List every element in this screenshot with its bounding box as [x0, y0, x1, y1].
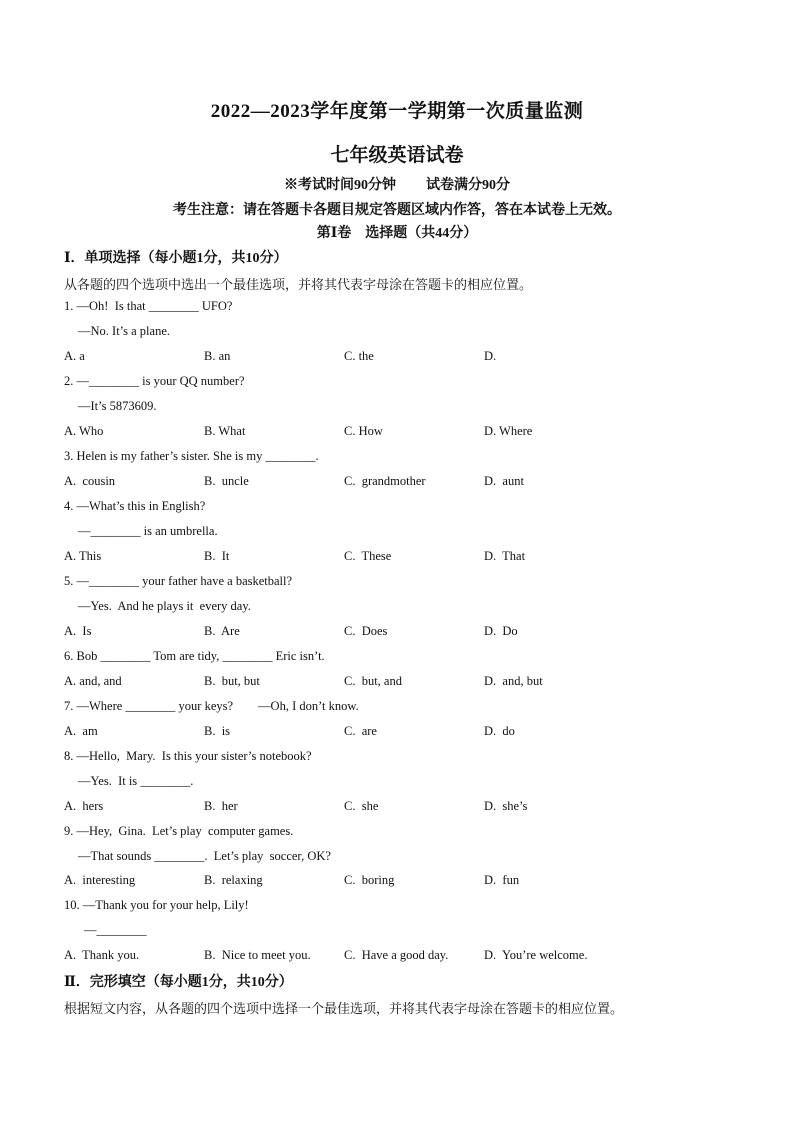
- option-d: D.: [484, 349, 497, 363]
- option-a: A. and, and: [64, 674, 122, 688]
- option-a: A. am: [64, 724, 98, 738]
- question-7-options: [64, 724, 684, 742]
- option-d: D. and, but: [484, 674, 543, 688]
- question-9-stem: 9. —Hey, Gina. Let’s play computer games.: [64, 824, 294, 838]
- question-8-options: [64, 799, 684, 817]
- score-note: 试卷满分90分: [426, 178, 510, 193]
- option-a: A. This: [64, 549, 102, 563]
- option-d: D. That: [484, 549, 526, 563]
- question-8-reply: —Yes. It is ________.: [78, 774, 194, 788]
- option-b: B. but, but: [204, 674, 260, 688]
- question-3-options: [64, 474, 684, 492]
- question-10-options: [64, 948, 684, 966]
- question-1-stem: 1. —Oh! Is that ________ UFO?: [64, 299, 233, 313]
- question-2-stem: 2. —________ is your QQ number?: [64, 374, 245, 388]
- option-a: A. Is: [64, 624, 92, 638]
- question-8-stem: 8. —Hello, Mary. Is this your sister’s notebook?: [64, 749, 312, 763]
- question-10-stem: 10. —Thank you for your help, Lily!: [64, 898, 249, 912]
- question-10-reply: —________: [84, 923, 147, 937]
- question-7-stem: 7. —Where ________ your keys? —Oh, I don’t know.: [64, 699, 359, 713]
- question-6-options: [64, 674, 684, 692]
- question-1-reply: —No. It’s a plane.: [78, 324, 170, 338]
- exam-subtitle: 七年级英语试卷: [330, 145, 464, 166]
- option-c: C. Does: [344, 624, 388, 638]
- part-title: 第Ⅰ卷 选择题（共44分）: [316, 226, 478, 241]
- option-a: A. Thank you.: [64, 948, 140, 962]
- question-4-stem: 4. —What’s this in English?: [64, 499, 206, 513]
- option-d: D. do: [484, 724, 515, 738]
- option-c: C. Have a good day.: [344, 948, 449, 962]
- question-2-options: [64, 424, 684, 442]
- option-b: B. is: [204, 724, 231, 738]
- question-4-reply: —________ is an umbrella.: [78, 524, 218, 538]
- exam-info: [0, 174, 794, 194]
- question-9-reply: —That sounds ________. Let’s play soccer, OK?: [78, 849, 331, 863]
- option-c: C. are: [344, 724, 377, 738]
- question-4-options: [64, 549, 684, 567]
- time-note: ※考试时间90分钟: [284, 178, 396, 193]
- option-b: B. relaxing: [204, 873, 263, 887]
- question-1-options: [64, 349, 684, 367]
- section-1-title: Ⅰ．单项选择（每小题1分，共10分）: [64, 251, 288, 266]
- option-a: A. interesting: [64, 873, 136, 887]
- option-d: D. fun: [484, 873, 520, 887]
- option-b: B. her: [204, 799, 238, 813]
- question-6-stem: 6. Bob ________ Tom are tidy, ________ Eric isn’t.: [64, 649, 325, 663]
- option-d: D. she’s: [484, 799, 528, 813]
- option-b: B. It: [204, 549, 230, 563]
- question-9-options: [64, 873, 684, 891]
- option-b: B. Are: [204, 624, 240, 638]
- option-d: D. You’re welcome.: [484, 948, 588, 962]
- question-3-stem: 3. Helen is my father’s sister. She is my ________.: [64, 449, 319, 463]
- section-1-instruction: 从各题的四个选项中选出一个最佳选项，并将其代表字母涂在答题卡的相应位置。: [64, 277, 533, 292]
- option-c: C. How: [344, 424, 383, 438]
- section-2-title: Ⅱ．完形填空（每小题1分，共10分）: [64, 975, 293, 990]
- option-b: B. Nice to meet you.: [204, 948, 311, 962]
- option-d: D. Where: [484, 424, 533, 438]
- question-5-options: [64, 624, 684, 642]
- option-c: C. These: [344, 549, 392, 563]
- candidate-notice: 考生注意：请在答题卡各题目规定答题区域内作答，答在本试卷上无效。: [173, 203, 621, 218]
- option-c: C. but, and: [344, 674, 402, 688]
- option-c: C. she: [344, 799, 379, 813]
- option-a: A. hers: [64, 799, 104, 813]
- option-d: D. Do: [484, 624, 518, 638]
- option-c: C. the: [344, 349, 374, 363]
- option-c: C. boring: [344, 873, 395, 887]
- option-c: C. grandmother: [344, 474, 426, 488]
- option-b: B. uncle: [204, 474, 249, 488]
- question-2-reply: —It’s 5873609.: [78, 399, 157, 413]
- exam-title: 2022—2023学年度第一学期第一次质量监测: [210, 101, 584, 122]
- option-a: A. cousin: [64, 474, 116, 488]
- question-5-reply: —Yes. And he plays it every day.: [78, 599, 251, 613]
- option-d: D. aunt: [484, 474, 524, 488]
- option-a: A. a: [64, 349, 85, 363]
- option-b: B. What: [204, 424, 246, 438]
- option-b: B. an: [204, 349, 231, 363]
- question-5-stem: 5. —________ your father have a basketball?: [64, 574, 293, 588]
- section-2-instruction: 根据短文内容，从各题的四个选项中选择一个最佳选项，并将其代表字母涂在答题卡的相应位置。: [64, 1001, 624, 1016]
- option-a: A. Who: [64, 424, 104, 438]
